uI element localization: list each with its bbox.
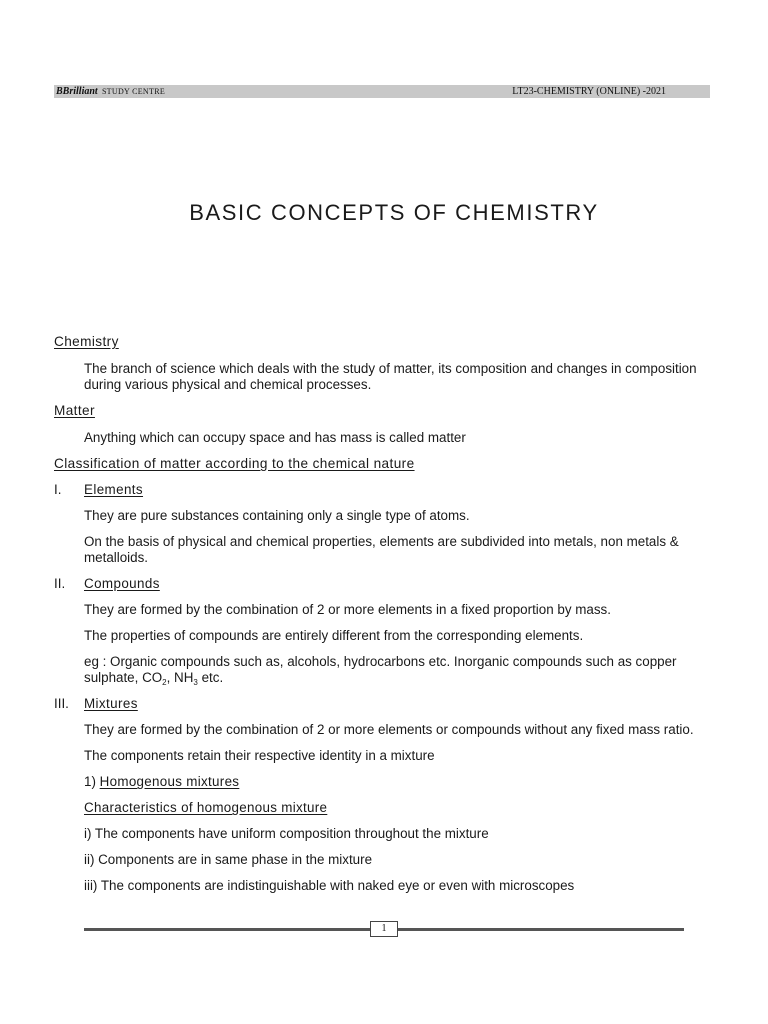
classification-heading: Classification of matter according to the chemical nature [54, 456, 415, 471]
chemistry-definition: The branch of science which deals with the study of matter, its composition and changes in composition during various physical and chemical processes. [84, 361, 697, 392]
examples-text-c: etc. [197, 670, 224, 685]
elements-heading: Elements [84, 482, 144, 497]
compounds-heading: Compounds [84, 576, 160, 591]
characteristics-heading-wrap [54, 800, 714, 816]
brand-name: BBrilliant [56, 86, 98, 97]
matter-definition: Anything which can occupy space and has mass is called matter [84, 430, 466, 445]
document-body [54, 334, 714, 894]
homogenous-prefix: 1) [84, 774, 100, 789]
page-title: BASIC CONCEPTS OF CHEMISTRY [189, 200, 599, 225]
characteristic-2: ii) Components are in same phase in the mixture [84, 852, 373, 867]
running-header [54, 85, 710, 98]
co2-subscript: 2 [162, 678, 167, 687]
nh3-subscript: 3 [193, 678, 198, 687]
mixtures-paragraph-2: The components retain their respective identity in a mixture [84, 748, 435, 763]
compounds-heading-row [54, 576, 714, 592]
compounds-paragraph-2: The properties of compounds are entirely different from the corresponding elements. [84, 628, 584, 643]
compounds-numeral: II. [54, 576, 66, 591]
elements-paragraph-1: They are pure substances containing only a single type of atoms. [84, 508, 470, 523]
chemistry-heading: Chemistry [54, 334, 119, 349]
brand-suffix: STUDY CENTRE [101, 87, 166, 96]
compounds-examples [54, 654, 714, 686]
characteristic-3: iii) The components are indistinguishable with naked eye or even with microscopes [84, 878, 575, 893]
brand-logo [56, 85, 165, 98]
homogenous-mixtures-item [54, 774, 714, 790]
mixtures-heading: Mixtures [84, 696, 138, 711]
elements-paragraph-2: On the basis of physical and chemical properties, elements are subdivided into metals, non metals & metalloids. [84, 534, 679, 565]
examples-text-b: , NH [166, 670, 194, 685]
elements-numeral: I. [54, 482, 62, 497]
matter-heading: Matter [54, 403, 95, 418]
mixtures-heading-row [54, 696, 714, 712]
examples-text-a: eg : Organic compounds such as, alcohols, hydrocarbons etc. Inorganic compounds such as copper sulphate, CO [84, 654, 677, 685]
page-number: 1 [370, 921, 398, 937]
characteristics-heading: Characteristics of homogenous mixture [84, 800, 328, 815]
course-label: LT23-CHEMISTRY (ONLINE) -2021 [512, 86, 666, 97]
homogenous-label: Homogenous mixtures [99, 774, 240, 789]
characteristic-1: i) The components have uniform composition throughout the mixture [84, 826, 489, 841]
elements-heading-row [54, 482, 714, 498]
mixtures-numeral: III. [54, 696, 69, 711]
compounds-paragraph-1: They are formed by the combination of 2 or more elements in a fixed proportion by mass. [84, 602, 611, 617]
page-footer [84, 923, 684, 936]
mixtures-paragraph-1: They are formed by the combination of 2 or more elements or compounds without any fixed mass ratio. [84, 722, 694, 737]
